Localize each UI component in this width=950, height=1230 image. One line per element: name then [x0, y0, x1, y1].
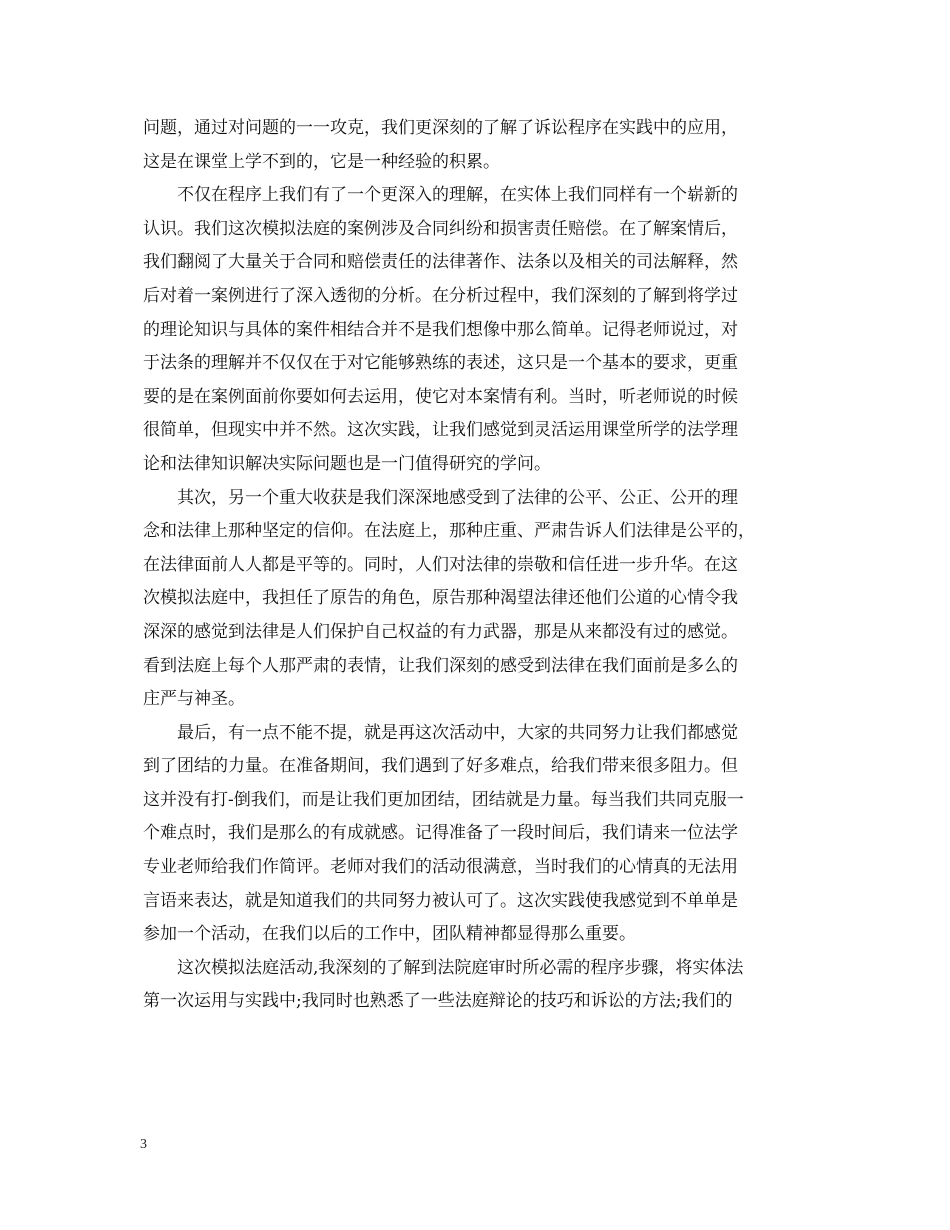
text-line: 后对着一案例进行了深入透彻的分析。在分析过程中，我们深刻的了解到将学过 [143, 285, 738, 306]
text-line: 其次，另一个重大收获是我们深深地感受到了法律的公平、公正、公开的理 [143, 487, 738, 508]
text-line: 最后，有一点不能不提，就是再这次活动中，大家的共同努力让我们都感觉 [143, 722, 738, 743]
text-line: 看到法庭上每个人那严肃的表情，让我们深刻的感受到法律在我们面前是多么的 [143, 655, 738, 676]
text-line: 这并没有打-倒我们，而是让我们更加团结，团结就是力量。每当我们共同克服一 [143, 789, 744, 810]
text-line: 论和法律知识解决实际问题也是一门值得研究的学问。 [143, 453, 551, 474]
text-line: 深深的感觉到法律是人们保护自己权益的有力武器，那是从来都没有过的感觉。 [143, 621, 738, 642]
text-line: 的理论知识与具体的案件相结合并不是我们想像中那么简单。记得老师说过，对 [143, 319, 738, 340]
text-line: 在法律面前人人都是平等的。同时，人们对法律的崇敬和信任进一步升华。在这 [143, 554, 738, 575]
text-line: 这次模拟法庭活动,我深刻的了解到法院庭审时所必需的程序步骤，将实体法 [143, 957, 744, 978]
text-line: 这是在课堂上学不到的，它是一种经验的积累。 [143, 151, 500, 172]
body-text [143, 112, 813, 1019]
text-line: 庄严与神圣。 [143, 689, 245, 710]
text-line: 次模拟法庭中，我担任了原告的角色，原告那种渴望法律还他们公道的心情令我 [143, 588, 738, 609]
page-number: 3 [140, 1137, 147, 1152]
text-line: 第一次运用与实践中;我同时也熟悉了一些法庭辩论的技巧和诉讼的方法;我们的 [143, 991, 733, 1012]
text-line: 专业老师给我们作简评。老师对我们的活动很满意，当时我们的心情真的无法用 [143, 857, 738, 878]
text-line: 问题，通过对问题的一一攻克，我们更深刻的了解了诉讼程序在实践中的应用， [143, 118, 738, 138]
text-line: 我们翻阅了大量关于合同和赔偿责任的法律著作、法条以及相关的司法解释，然 [143, 252, 738, 273]
text-line: 个难点时，我们是那么的有成就感。记得准备了一段时间后，我们请来一位法学 [143, 823, 738, 844]
text-line: 很简单，但现实中并不然。这次实践，让我们感觉到灵活运用课堂所学的法学理 [143, 420, 738, 441]
text-line: 不仅在程序上我们有了一个更深入的理解，在实体上我们同样有一个崭新的 [143, 185, 738, 206]
text-line: 于法条的理解并不仅仅在于对它能够熟练的表述，这只是一个基本的要求，更重 [143, 353, 738, 374]
text-line: 到了团结的力量。在准备期间，我们遇到了好多难点，给我们带来很多阻力。但 [143, 756, 738, 777]
text-line: 要的是在案例面前你要如何去运用，使它对本案情有利。当时，听老师说的时候 [143, 386, 738, 407]
text-line: 认识。我们这次模拟法庭的案例涉及合同纠纷和损害责任赔偿。在了解案情后， [143, 218, 738, 239]
text-line: 言语来表达，就是知道我们的共同努力被认可了。这次实践使我感觉到不单单是 [143, 890, 738, 911]
text-line: 参加一个活动，在我们以后的工作中，团队精神都显得那么重要。 [143, 924, 636, 945]
text-line: 念和法律上那种坚定的信仰。在法庭上，那种庄重、严肃告诉人们法律是公平的， [143, 521, 755, 542]
